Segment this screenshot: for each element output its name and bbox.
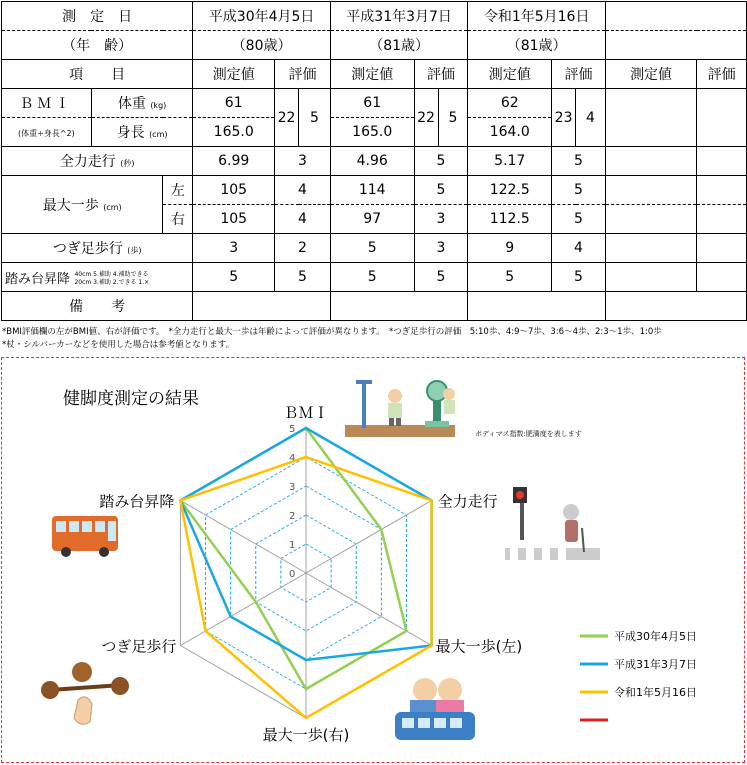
tandem-value-2: 5 — [330, 234, 414, 263]
bmi-label: ＢＭＩ — [2, 89, 92, 118]
height-2: 165.0 — [330, 118, 414, 147]
run-label: 全力走行 (秒) — [2, 147, 193, 176]
date-label: 測 定 日 — [2, 2, 193, 31]
axis-label: 踏み台昇降 — [99, 492, 175, 511]
run-score-2: 5 — [414, 147, 468, 176]
date-1: 平成30年4月5日 — [193, 2, 331, 31]
chart-title: 健脚度測定の結果 — [63, 389, 199, 409]
run-value-1: 6.99 — [193, 147, 275, 176]
value-header: 測定値 — [605, 60, 696, 89]
stair-value-3: 5 — [468, 263, 552, 292]
tandem-score-3: 4 — [552, 234, 606, 263]
radar-grid — [180, 428, 431, 718]
weight-3: 62 — [468, 89, 552, 118]
height-label: 身長 (cm) — [91, 118, 193, 147]
step-left-score-3: 5 — [552, 176, 606, 205]
tick-label: 0 — [289, 569, 296, 580]
tandem-label: つぎ足歩行 (歩) — [2, 234, 193, 263]
note-line-2: *杖・シルバーカーなどを使用した場合は参考値となります。 — [2, 340, 235, 350]
bmi-note: ボディマス指数:肥満度を表します — [475, 430, 582, 438]
step-left-value-2: 114 — [330, 176, 414, 205]
bmi-value-1: 22 — [275, 89, 299, 147]
age-label: （年 齢） — [2, 31, 193, 60]
note-line-1: *BMI評価欄の左がBMI値、右が評価です。 *全力走行と最大一歩は年齢によって評価が異なります。 *つぎ足歩行の評価 5:10歩、4:9〜7歩、3:6〜4歩、2:3〜1歩、1:0歩 — [2, 327, 662, 337]
eval-header: 評価 — [275, 60, 331, 89]
weight-2: 61 — [330, 89, 414, 118]
remarks-label: 備 考 — [2, 292, 193, 321]
tandem-score-2: 3 — [414, 234, 468, 263]
stair-value-1: 5 — [193, 263, 275, 292]
height-3: 164.0 — [468, 118, 552, 147]
bmi-score-3: 4 — [576, 89, 606, 147]
legend-label-2: 平成31年3月7日 — [614, 658, 697, 671]
grid-spoke — [306, 573, 432, 646]
stair-score-2: 5 — [414, 263, 468, 292]
step-left-value-3: 122.5 — [468, 176, 552, 205]
axis-label: ＢＭＩ — [283, 404, 329, 422]
stair-value-2: 5 — [330, 263, 414, 292]
bmi-value-3: 23 — [552, 89, 576, 147]
date-3: 令和1年5月16日 — [468, 2, 606, 31]
chart-legend — [580, 629, 697, 720]
weight-label: 体重 (kg) — [91, 89, 193, 118]
stair-score-3: 5 — [552, 263, 606, 292]
step-right-value-1: 105 — [193, 205, 275, 234]
step-right-value-2: 97 — [330, 205, 414, 234]
legend-label-3: 令和1年5月16日 — [614, 686, 697, 699]
radar-ticks — [289, 424, 295, 580]
step-right-value-3: 112.5 — [468, 205, 552, 234]
date-2: 平成31年3月7日 — [330, 2, 468, 31]
eval-header: 評価 — [414, 60, 468, 89]
value-header: 測定値 — [193, 60, 275, 89]
height-1: 165.0 — [193, 118, 275, 147]
kendama-illustration — [41, 662, 129, 724]
tick-label: 3 — [289, 482, 296, 493]
run-score-1: 3 — [275, 147, 331, 176]
tick-label: 5 — [289, 424, 296, 435]
pedestrian-crossing-illustration — [505, 487, 600, 560]
axis-label: 最大一歩(左) — [435, 637, 523, 656]
step-right-score-1: 4 — [275, 205, 331, 234]
step-right-score-2: 3 — [414, 205, 468, 234]
value-header: 測定値 — [330, 60, 414, 89]
step-right-score-3: 5 — [552, 205, 606, 234]
legend-label-1: 平成30年4月5日 — [614, 630, 697, 643]
tick-label: 4 — [289, 453, 296, 464]
age-2: （81歳） — [330, 31, 468, 60]
run-value-2: 4.96 — [330, 147, 414, 176]
right-label: 右 — [163, 205, 193, 234]
step-left-score-1: 4 — [275, 176, 331, 205]
step-label: 最大一歩 (cm) — [2, 176, 163, 234]
bus-illustration — [52, 516, 118, 557]
tandem-value-3: 9 — [468, 234, 552, 263]
grid-spoke — [180, 501, 306, 574]
train-couple-illustration — [395, 678, 475, 740]
run-value-3: 5.17 — [468, 147, 552, 176]
bmi-score-1: 5 — [299, 89, 331, 147]
age-3: （81歳） — [468, 31, 606, 60]
axis-label: つぎ足歩行 — [101, 637, 177, 656]
item-header: 項 目 — [2, 60, 193, 89]
stair-label: 踏み台昇降 40cm 5.補助 4.補助できる 20cm 3.補助 2.できる 1.× — [2, 263, 193, 292]
tick-label: 2 — [289, 511, 296, 522]
axis-label: 全力走行 — [437, 492, 498, 511]
run-score-3: 5 — [552, 147, 606, 176]
height-scale-illustration — [345, 380, 455, 437]
value-header: 測定値 — [468, 60, 552, 89]
bmi-score-2: 5 — [438, 89, 468, 147]
tandem-score-1: 2 — [275, 234, 331, 263]
bmi-formula: (体重÷身長^2) — [2, 118, 92, 147]
step-left-value-1: 105 — [193, 176, 275, 205]
tandem-value-1: 3 — [193, 234, 275, 263]
eval-header: 評価 — [552, 60, 606, 89]
axis-label: 最大一歩(右) — [262, 726, 350, 744]
left-label: 左 — [163, 176, 193, 205]
eval-header: 評価 — [697, 60, 747, 89]
weight-1: 61 — [193, 89, 275, 118]
tick-label: 1 — [289, 540, 296, 551]
step-left-score-2: 5 — [414, 176, 468, 205]
stair-score-1: 5 — [275, 263, 331, 292]
age-1: （80歳） — [193, 31, 331, 60]
bmi-value-2: 22 — [414, 89, 438, 147]
